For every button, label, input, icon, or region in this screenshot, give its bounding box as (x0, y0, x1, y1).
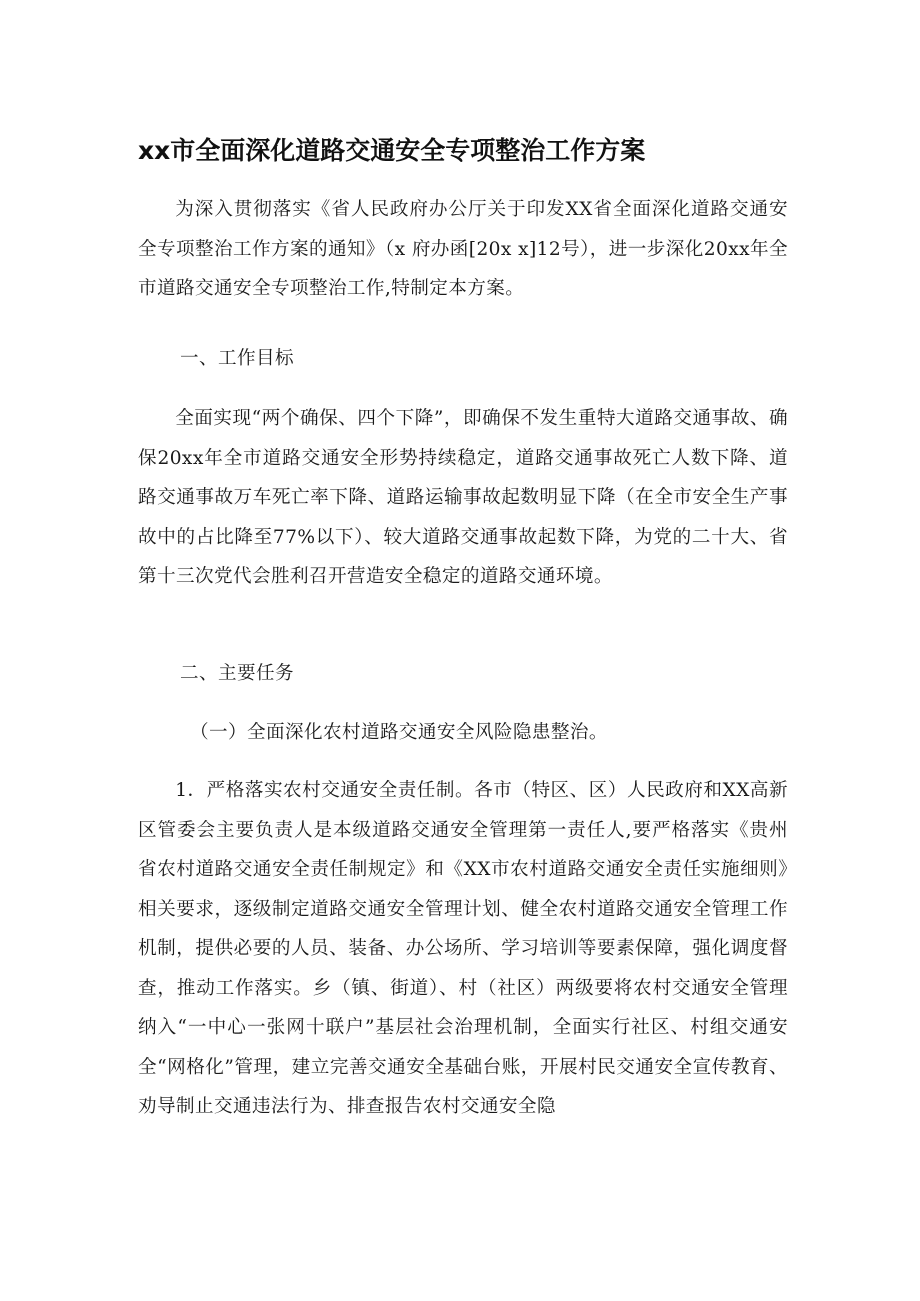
document-title: xx市全面深化道路交通安全专项整治工作方案 (138, 136, 646, 165)
subsection-heading-rural-safety: （一）全面深化农村道路交通安全风险隐患整治。 (190, 722, 608, 743)
intro-paragraph: 为深入贯彻落实《省人民政府办公厅关于印发XX省全面深化道路交通安全专项整治工作方案的通知》（x 府办函[20x x]12号），进一步深化20xx年全市道路交通安全专项整治工作,特制定本方案。 (138, 199, 788, 299)
section-heading-tasks: 二、主要任务 (180, 663, 294, 684)
section-heading-goals: 一、工作目标 (180, 348, 294, 369)
item-1-paragraph: 1．严格落实农村交通安全责任制。各市（特区、区）人民政府和XX高新区管委会主要负责人是本级道路交通安全管理第一责任人,要严格落实《贵州省农村道路交通安全责任制规定》和《XX市农村道路交通安全责任实施细则》相关要求，逐级制定道路交通安全管理计划、健全农村道路交通安全管理工作机制，提供必要的人员、装备、办公场所、学习培训等要素保障，强化调度督查，推动工作落实。乡（镇、街道）、村（社区）两级要将农村交通安全管理纳入“一中心一张网十联户”基层社会治理机制，全面实行社区、村组交通安全“网格化”管理，建立完善交通安全基础台账，开展村民交通安全宣传教育、劝导制止交通违法行为、排查报告农村交通安全隐 (138, 780, 788, 1117)
goals-paragraph: 全面实现“两个确保、四个下降”，即确保不发生重特大道路交通事故、确保20xx年全市道路交通安全形势持续稳定，道路交通事故死亡人数下降、道路交通事故万车死亡率下降、道路运输事故起数明显下降（在全市安全生产事故中的占比降至77%以下）、较大道路交通事故起数下降，为党的二十大、省第十三次党代会胜利召开营造安全稳定的道路交通环境。 (138, 408, 788, 587)
